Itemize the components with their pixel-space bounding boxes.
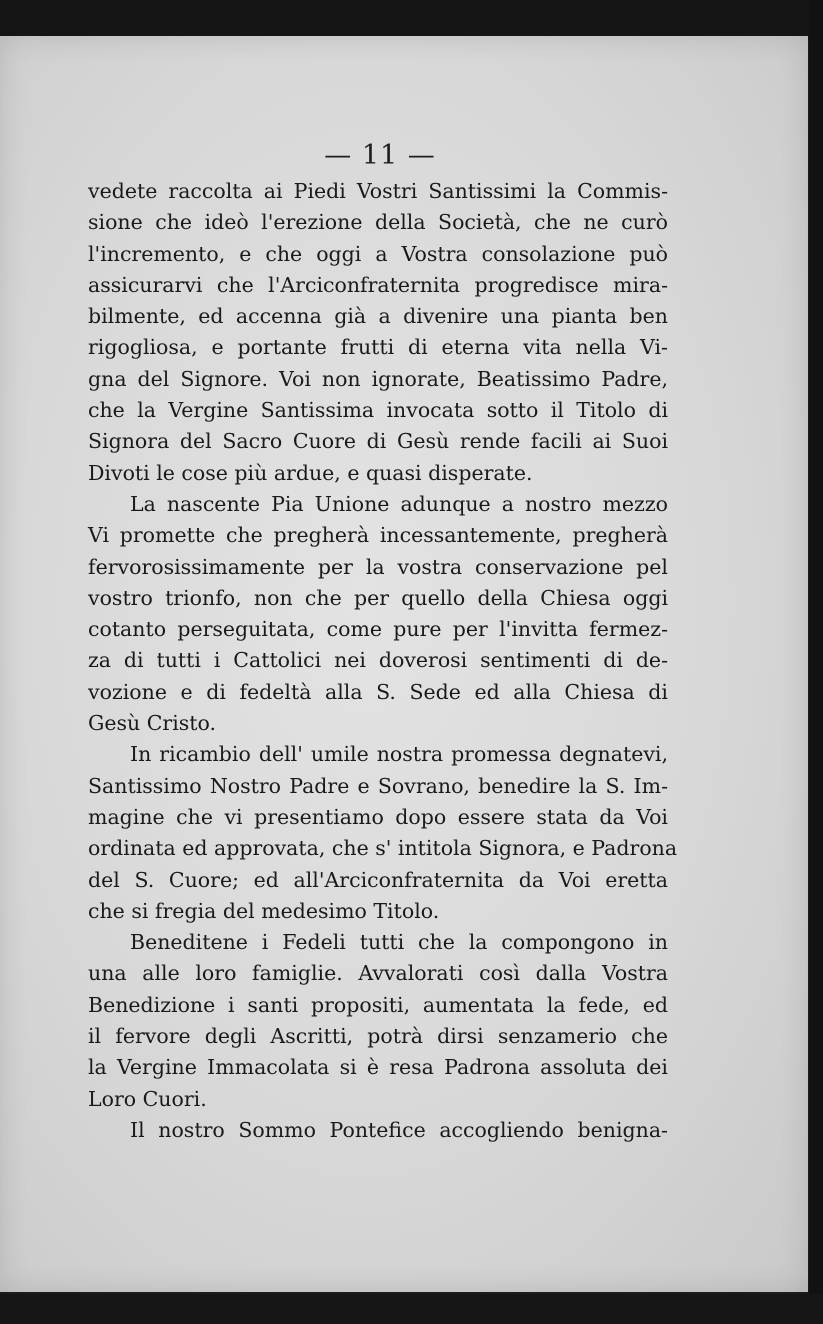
text-line: In ricambio dell' umile nostra promessa degnatevi, — [130, 742, 668, 767]
scan-border-right — [809, 0, 823, 1324]
text-line: vedete raccolta ai Piedi Vostri Santissimi la Commis- — [88, 179, 668, 203]
text-line: za di tutti i Cattolici nei doverosi sentimenti di de- — [88, 648, 668, 673]
text-line: gna del Signore. Voi non ignorate, Beatissimo Padre, — [88, 366, 668, 391]
text-line: vozione e di fedeltà alla S. Sede ed alla Chiesa di — [88, 679, 668, 704]
text-line: una alle loro famiglie. Avvalorati così dalla Vostra — [88, 961, 668, 986]
text-line: magine che vi presentiamo dopo essere stata da Voi — [88, 804, 668, 829]
text-line: rigogliosa, e portante frutti di eterna vita nella Vi- — [88, 335, 668, 360]
text-line: Santissimo Nostro Padre e Sovrano, benedire la S. Im- — [88, 773, 668, 798]
text-line: che la Vergine Santissima invocata sotto il Titolo di — [88, 398, 668, 423]
text-line: Loro Cuori. — [88, 1086, 207, 1111]
text-line: che si fregia del medesimo Titolo. — [88, 898, 440, 923]
text-line: la Vergine Immacolata si è resa Padrona assoluta dei — [88, 1055, 668, 1080]
text-line: assicurarvi che l'Arciconfraternita progredisce mira- — [88, 272, 668, 297]
text-line: bilmente, ed accenna già a divenire una pianta ben — [88, 304, 668, 329]
text-line: ordinata ed approvata, che s' intitola Signora, e Padrona — [88, 836, 678, 861]
text-line: vostro trionfo, non che per quello della Chiesa oggi — [88, 585, 668, 610]
text-line: Divoti le cose più ardue, e quasi disperate. — [88, 460, 533, 485]
text-line: La nascente Pia Unione adunque a nostro mezzo — [130, 491, 668, 516]
text-line: Signora del Sacro Cuore di Gesù rende facili ai Suoi — [88, 429, 668, 454]
text-line: Benedizione i santi propositi, aumentata la fede, ed — [88, 992, 668, 1017]
text-line: Vi promette che pregherà incessantemente, pregherà — [88, 523, 668, 548]
page-number: — 11 — — [324, 140, 436, 171]
scan-border-bottom — [0, 1294, 823, 1324]
book-page — [0, 36, 808, 1292]
text-line: Il nostro Sommo Pontefice accogliendo benigna- — [130, 1117, 668, 1142]
text-line: cotanto perseguitata, come pure per l'invitta fermez- — [88, 617, 668, 642]
text-line: Beneditene i Fedeli tutti che la compongono in — [130, 930, 668, 955]
text-line: sione che ideò l'erezione della Società, che ne curò — [88, 210, 668, 235]
text-line: l'incremento, e che oggi a Vostra consolazione può — [88, 241, 668, 266]
text-line: il fervore degli Ascritti, potrà dirsi senzamerio che — [88, 1024, 668, 1049]
body-text — [88, 176, 678, 1146]
text-line: fervorosissimamente per la vostra conservazione pel — [88, 554, 668, 579]
text-line: Gesù Cristo. — [88, 711, 217, 736]
text-line: del S. Cuore; ed all'Arciconfraternita da Voi eretta — [88, 867, 668, 892]
